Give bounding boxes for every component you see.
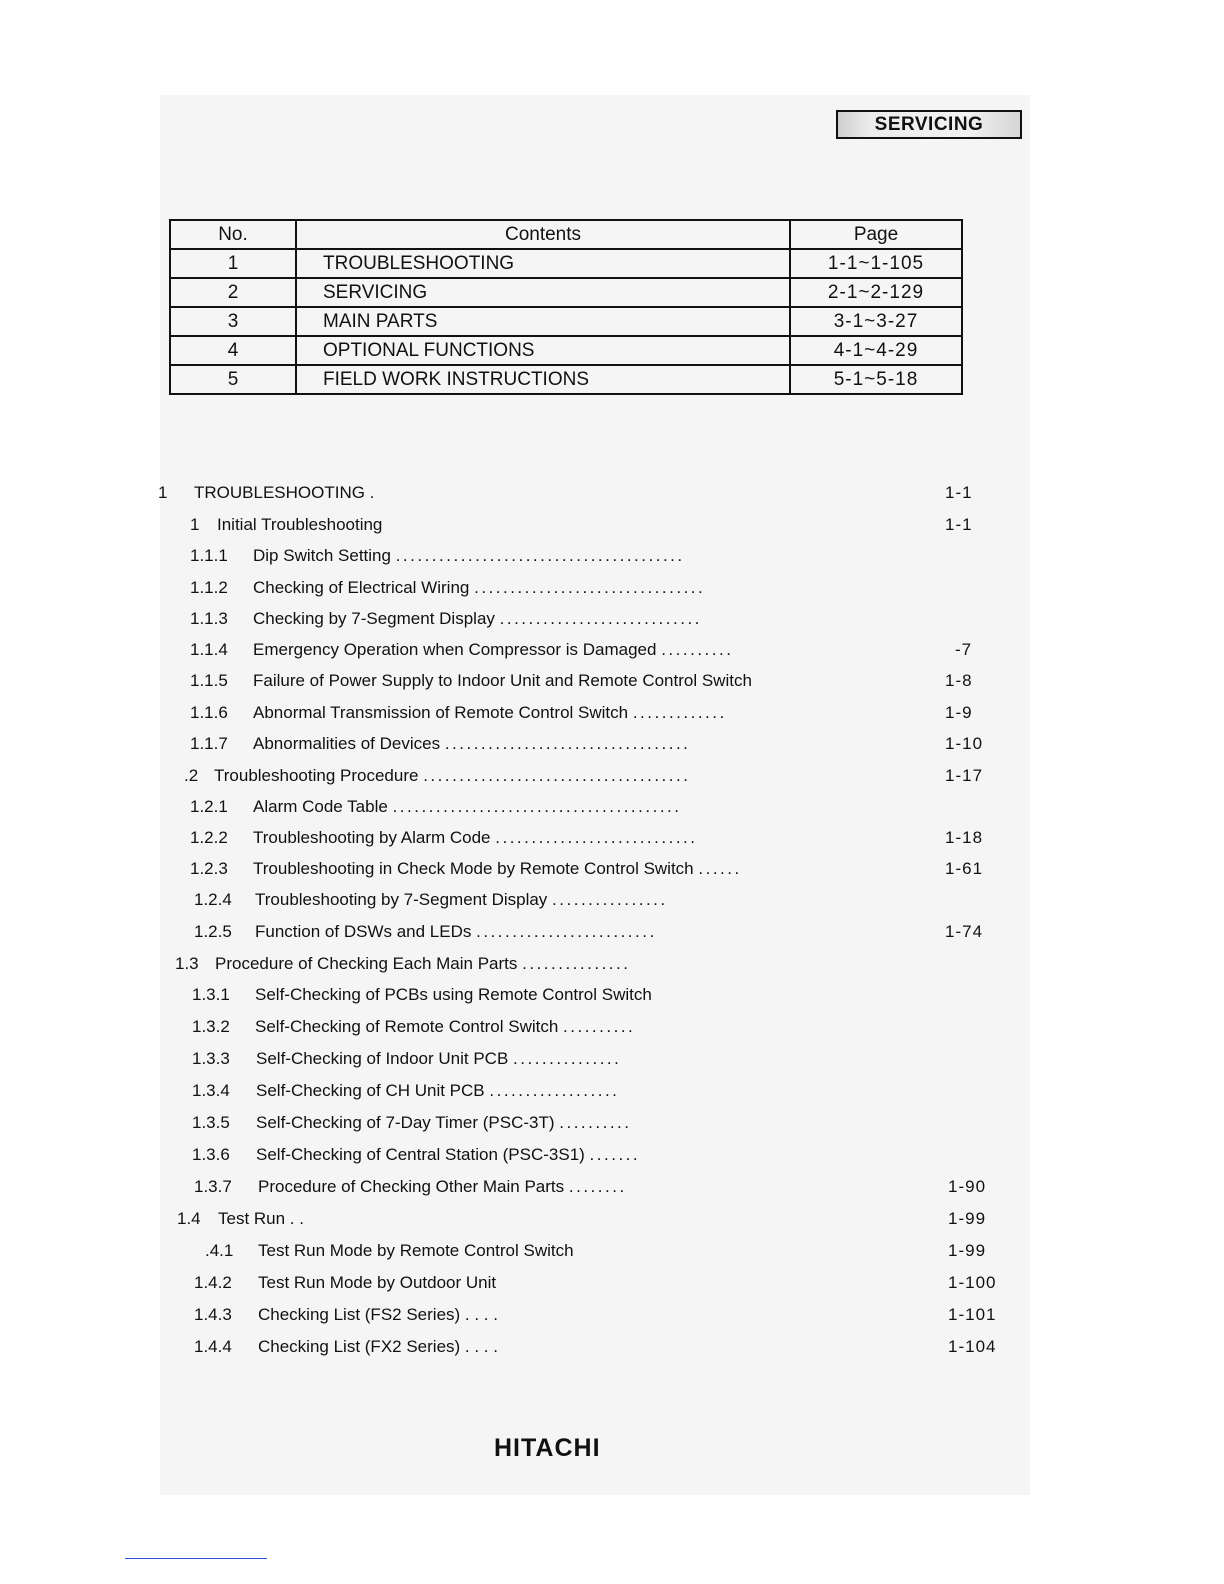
toc-title: Test Run Mode by Outdoor Unit bbox=[258, 1273, 497, 1292]
toc-num: 1.3.7 bbox=[194, 1177, 232, 1196]
toc-num: 1.4.3 bbox=[194, 1305, 232, 1324]
toc-page: 1-104 bbox=[948, 1337, 997, 1356]
table-row bbox=[170, 336, 962, 365]
toc-page: 1-1 bbox=[945, 483, 973, 502]
toc-title: Checking List (FX2 Series) . . . . bbox=[258, 1337, 498, 1356]
row-page: 2-1~2-129 bbox=[790, 278, 962, 307]
row-no: 3 bbox=[170, 307, 296, 336]
toc-page: 1-101 bbox=[948, 1305, 997, 1324]
row-page: 3-1~3-27 bbox=[790, 307, 962, 336]
toc-num: 1.1.3 bbox=[190, 609, 228, 628]
toc-num: 1.3.4 bbox=[192, 1081, 230, 1100]
toc-title: Checking of Electrical Wiring ................................ bbox=[253, 578, 706, 597]
toc-title: Self-Checking of PCBs using Remote Control Switch bbox=[255, 985, 652, 1004]
toc-title: Troubleshooting Procedure ..................................... bbox=[214, 766, 691, 785]
toc-page: 1-9 bbox=[945, 703, 973, 722]
toc-num: 1.1.7 bbox=[190, 734, 228, 753]
toc-title: Troubleshooting by 7-Segment Display ................ bbox=[255, 890, 668, 909]
toc-title: Alarm Code Table ........................................ bbox=[253, 797, 682, 816]
toc-num: 1.4 bbox=[177, 1209, 201, 1228]
row-title: TROUBLESHOOTING bbox=[296, 249, 790, 278]
table-row bbox=[170, 307, 962, 336]
toc-num: 1.2.5 bbox=[194, 922, 232, 941]
toc-title: Self-Checking of CH Unit PCB .................. bbox=[256, 1081, 620, 1100]
divider-line bbox=[125, 1558, 267, 1559]
toc-page: 1-61 bbox=[945, 859, 984, 878]
toc-title: Procedure of Checking Other Main Parts ........ bbox=[258, 1177, 627, 1196]
toc-page: 1-74 bbox=[945, 922, 984, 941]
toc-page: 1-18 bbox=[945, 828, 984, 847]
toc-page: 1-10 bbox=[945, 734, 984, 753]
toc-num: 1.3.6 bbox=[192, 1145, 230, 1164]
toc-page: 1-100 bbox=[948, 1273, 997, 1292]
toc-num: 1.3 bbox=[175, 954, 199, 973]
toc-num: 1 bbox=[190, 515, 200, 534]
toc-title: Initial Troubleshooting bbox=[217, 515, 383, 534]
toc-title: TROUBLESHOOTING . bbox=[194, 483, 375, 502]
toc-num: 1.1.5 bbox=[190, 671, 228, 690]
toc-title: Dip Switch Setting ........................................ bbox=[253, 546, 685, 565]
toc-title: Test Run Mode by Remote Control Switch bbox=[258, 1241, 574, 1260]
toc-title: Troubleshooting in Check Mode by Remote Control Switch ...... bbox=[253, 859, 742, 878]
toc-num: 1.2.3 bbox=[190, 859, 228, 878]
row-title: FIELD WORK INSTRUCTIONS bbox=[296, 365, 790, 394]
toc-num: 1 bbox=[158, 483, 168, 502]
toc-num: 1.2.2 bbox=[190, 828, 228, 847]
table-row bbox=[170, 249, 962, 278]
toc-title: Self-Checking of Remote Control Switch .......... bbox=[255, 1017, 636, 1036]
toc-title: Checking by 7-Segment Display ............................ bbox=[253, 609, 702, 628]
table-row bbox=[170, 365, 962, 394]
toc-page: 1-17 bbox=[945, 766, 984, 785]
section-badge: SERVICING bbox=[836, 110, 1022, 139]
toc-page: -7 bbox=[955, 640, 973, 659]
header-page: Page bbox=[790, 220, 962, 249]
row-no: 1 bbox=[170, 249, 296, 278]
header-no: No. bbox=[170, 220, 296, 249]
toc-title: Emergency Operation when Compressor is Damaged .......... bbox=[253, 640, 734, 659]
toc-title: Failure of Power Supply to Indoor Unit and Remote Control Switch bbox=[253, 671, 752, 690]
toc-page: 1-99 bbox=[948, 1209, 987, 1228]
toc-page: 1-1 bbox=[945, 515, 973, 534]
row-page: 5-1~5-18 bbox=[790, 365, 962, 394]
toc-num: 1.1.6 bbox=[190, 703, 228, 722]
toc-title: Self-Checking of 7-Day Timer (PSC-3T) .......... bbox=[256, 1113, 632, 1132]
toc-num: 1.4.4 bbox=[194, 1337, 232, 1356]
toc-num: .4.1 bbox=[205, 1241, 234, 1260]
toc-title: Troubleshooting by Alarm Code ............................ bbox=[253, 828, 698, 847]
toc-page: 1-99 bbox=[948, 1241, 987, 1260]
toc-num: 1.2.4 bbox=[194, 890, 232, 909]
toc-num: .2 bbox=[184, 766, 199, 785]
toc-page: 1-8 bbox=[945, 671, 973, 690]
header-contents: Contents bbox=[296, 220, 790, 249]
hitachi-logo: HITACHI bbox=[494, 1434, 601, 1462]
toc-num: 1.1.1 bbox=[190, 546, 228, 565]
toc-title: Procedure of Checking Each Main Parts ............... bbox=[215, 954, 631, 973]
row-page: 1-1~1-105 bbox=[790, 249, 962, 278]
row-no: 5 bbox=[170, 365, 296, 394]
toc-title: Test Run . . bbox=[218, 1209, 304, 1228]
toc-title: Self-Checking of Indoor Unit PCB ............... bbox=[256, 1049, 622, 1068]
toc-num: 1.3.1 bbox=[192, 985, 230, 1004]
toc-num: 1.3.2 bbox=[192, 1017, 230, 1036]
row-no: 4 bbox=[170, 336, 296, 365]
toc-num: 1.1.4 bbox=[190, 640, 228, 659]
toc-title: Function of DSWs and LEDs ......................... bbox=[255, 922, 657, 941]
toc-num: 1.1.2 bbox=[190, 578, 228, 597]
toc-num: 1.3.3 bbox=[192, 1049, 230, 1068]
toc-num: 1.3.5 bbox=[192, 1113, 230, 1132]
toc-num: 1.2.1 bbox=[190, 797, 228, 816]
table-header-row bbox=[170, 220, 962, 249]
toc-title: Abnormalities of Devices .................................. bbox=[253, 734, 691, 753]
toc-title: Self-Checking of Central Station (PSC-3S1) ....... bbox=[256, 1145, 641, 1164]
toc-page: 1-90 bbox=[948, 1177, 987, 1196]
table-row bbox=[170, 278, 962, 307]
row-no: 2 bbox=[170, 278, 296, 307]
row-page: 4-1~4-29 bbox=[790, 336, 962, 365]
row-title: MAIN PARTS bbox=[296, 307, 790, 336]
toc-num: 1.4.2 bbox=[194, 1273, 232, 1292]
contents-table bbox=[169, 219, 963, 395]
toc-title: Checking List (FS2 Series) . . . . bbox=[258, 1305, 498, 1324]
row-title: SERVICING bbox=[296, 278, 790, 307]
toc-title: Abnormal Transmission of Remote Control Switch ............. bbox=[253, 703, 727, 722]
row-title: OPTIONAL FUNCTIONS bbox=[296, 336, 790, 365]
